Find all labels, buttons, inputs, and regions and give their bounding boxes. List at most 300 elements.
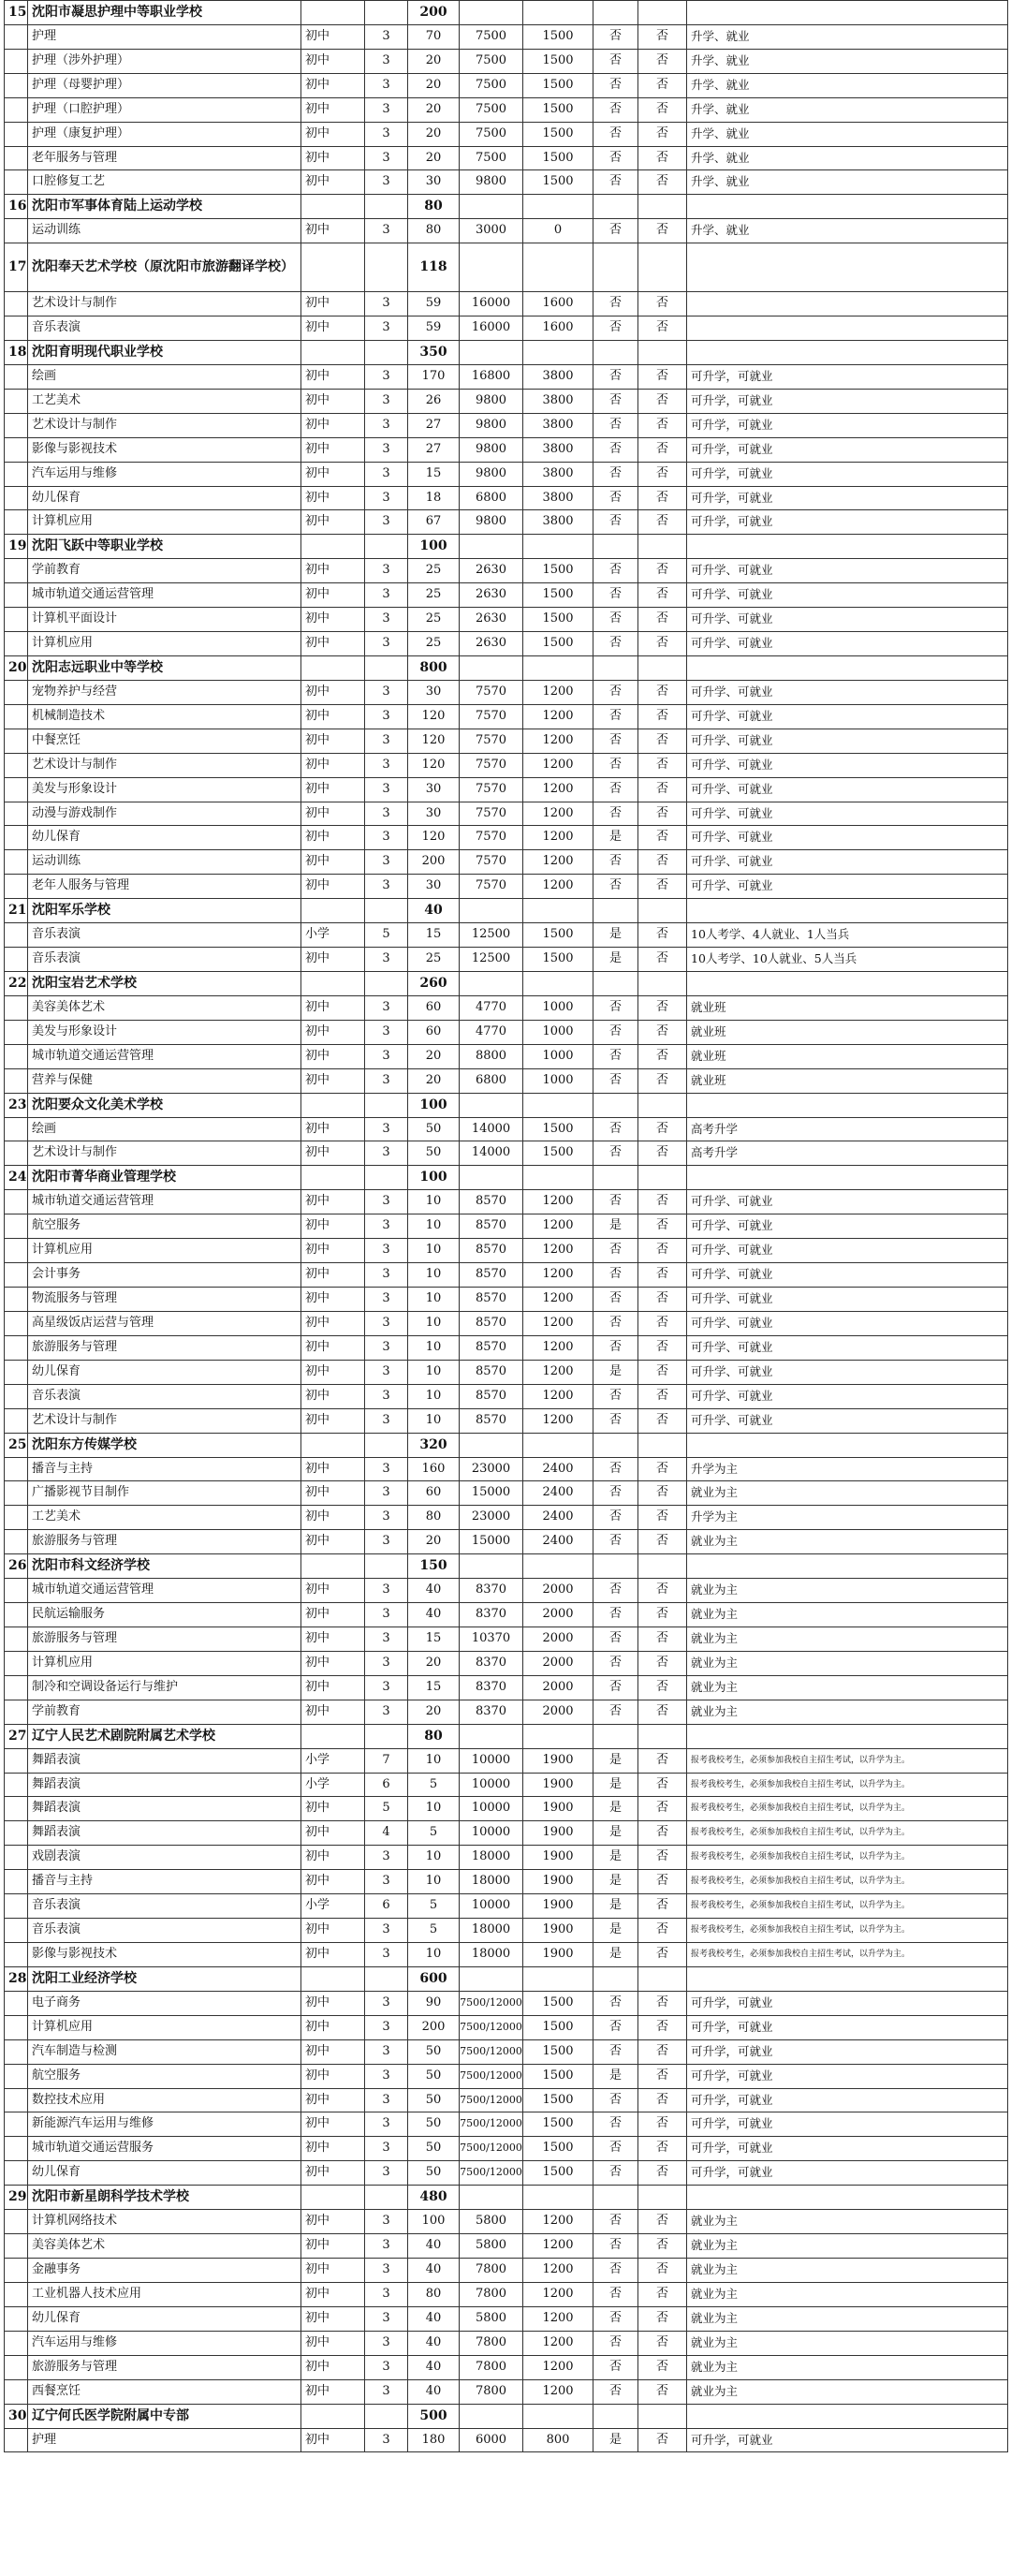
interview-flag: 是 bbox=[593, 1846, 638, 1870]
empty-cell bbox=[5, 632, 28, 656]
study-years: 3 bbox=[365, 123, 408, 147]
major-row bbox=[5, 754, 1008, 778]
major-name: 旅游服务与管理 bbox=[28, 1530, 301, 1554]
other-flag: 否 bbox=[638, 170, 687, 195]
interview-flag: 否 bbox=[593, 2089, 638, 2112]
outcome-note: 就业为主 bbox=[687, 1603, 1008, 1627]
study-years: 3 bbox=[365, 1846, 408, 1870]
empty-cell bbox=[638, 195, 687, 219]
major-row bbox=[5, 1506, 1008, 1530]
interview-flag: 否 bbox=[593, 850, 638, 875]
accommodation-fee: 1900 bbox=[523, 1846, 593, 1870]
school-total-plan: 100 bbox=[408, 1166, 460, 1190]
study-years: 3 bbox=[365, 1943, 408, 1967]
empty-cell bbox=[460, 535, 523, 559]
interview-flag: 是 bbox=[593, 1774, 638, 1797]
major-name: 幼儿保育 bbox=[28, 826, 301, 850]
outcome-note: 升学、就业 bbox=[687, 219, 1008, 243]
other-flag: 否 bbox=[638, 98, 687, 123]
entry-level: 初中 bbox=[301, 316, 365, 341]
major-name: 音乐表演 bbox=[28, 1894, 301, 1919]
school-header-row bbox=[5, 656, 1008, 681]
empty-cell bbox=[638, 1434, 687, 1458]
major-name: 城市轨道交通运营服务 bbox=[28, 2137, 301, 2161]
empty-cell bbox=[301, 1434, 365, 1458]
interview-flag: 否 bbox=[593, 1458, 638, 1481]
empty-cell bbox=[5, 948, 28, 972]
major-name: 艺术设计与制作 bbox=[28, 414, 301, 438]
school-header-row bbox=[5, 243, 1008, 292]
other-flag: 否 bbox=[638, 316, 687, 341]
outcome-note: 可升学、可就业 bbox=[687, 681, 1008, 705]
empty-cell bbox=[301, 1, 365, 25]
other-flag: 否 bbox=[638, 996, 687, 1021]
accommodation-fee: 2400 bbox=[523, 1481, 593, 1506]
empty-cell bbox=[638, 243, 687, 292]
major-name: 城市轨道交通运营管理 bbox=[28, 1579, 301, 1603]
entry-level: 初中 bbox=[301, 1190, 365, 1214]
empty-cell bbox=[5, 729, 28, 754]
tuition: 2630 bbox=[460, 608, 523, 632]
school-number: 28 bbox=[5, 1967, 28, 1992]
accommodation-fee: 1200 bbox=[523, 1409, 593, 1434]
interview-flag: 否 bbox=[593, 25, 638, 50]
interview-flag: 否 bbox=[593, 1312, 638, 1336]
other-flag: 否 bbox=[638, 1239, 687, 1263]
major-row bbox=[5, 923, 1008, 948]
empty-cell bbox=[365, 1166, 408, 1190]
empty-cell bbox=[5, 802, 28, 826]
empty-cell bbox=[5, 219, 28, 243]
accommodation-fee: 1500 bbox=[523, 50, 593, 74]
major-row bbox=[5, 1190, 1008, 1214]
plan-count: 10 bbox=[408, 1263, 460, 1288]
empty-cell bbox=[593, 535, 638, 559]
interview-flag: 否 bbox=[593, 1288, 638, 1312]
study-years: 3 bbox=[365, 754, 408, 778]
accommodation-fee: 1200 bbox=[523, 1239, 593, 1263]
accommodation-fee: 1500 bbox=[523, 948, 593, 972]
major-row bbox=[5, 1652, 1008, 1676]
empty-cell bbox=[5, 1239, 28, 1263]
interview-flag: 否 bbox=[593, 802, 638, 826]
major-row bbox=[5, 292, 1008, 316]
outcome-note: 就业班 bbox=[687, 996, 1008, 1021]
empty-cell bbox=[593, 899, 638, 923]
major-name: 护理（康复护理） bbox=[28, 123, 301, 147]
study-years: 3 bbox=[365, 875, 408, 899]
entry-level: 初中 bbox=[301, 2429, 365, 2452]
empty-cell bbox=[687, 656, 1008, 681]
accommodation-fee: 1200 bbox=[523, 1385, 593, 1409]
plan-count: 120 bbox=[408, 754, 460, 778]
empty-cell bbox=[365, 1967, 408, 1992]
study-years: 3 bbox=[365, 2356, 408, 2380]
interview-flag: 否 bbox=[593, 729, 638, 754]
plan-count: 10 bbox=[408, 1214, 460, 1239]
outcome-note: 升学、就业 bbox=[687, 147, 1008, 170]
outcome-note: 报考我校考生，必须参加我校自主招生考试，以升学为主。 bbox=[687, 1943, 1008, 1967]
major-row bbox=[5, 170, 1008, 195]
study-years: 3 bbox=[365, 2161, 408, 2186]
other-flag: 否 bbox=[638, 1652, 687, 1676]
study-years: 3 bbox=[365, 1385, 408, 1409]
empty-cell bbox=[460, 341, 523, 365]
empty-cell bbox=[365, 1725, 408, 1749]
empty-cell bbox=[687, 2186, 1008, 2210]
empty-cell bbox=[523, 1, 593, 25]
accommodation-fee: 2400 bbox=[523, 1530, 593, 1554]
accommodation-fee: 3800 bbox=[523, 390, 593, 414]
entry-level: 初中 bbox=[301, 2283, 365, 2307]
major-row bbox=[5, 1627, 1008, 1652]
study-years: 3 bbox=[365, 2234, 408, 2259]
accommodation-fee: 1200 bbox=[523, 826, 593, 850]
outcome-note: 就业为主 bbox=[687, 1627, 1008, 1652]
interview-flag: 否 bbox=[593, 50, 638, 74]
school-name: 沈阳宝岩艺术学校 bbox=[28, 972, 301, 996]
plan-count: 5 bbox=[408, 1919, 460, 1943]
tuition: 7500/12000 bbox=[460, 2040, 523, 2065]
plan-count: 60 bbox=[408, 996, 460, 1021]
interview-flag: 否 bbox=[593, 1239, 638, 1263]
empty-cell bbox=[687, 1094, 1008, 1118]
study-years: 3 bbox=[365, 705, 408, 729]
empty-cell bbox=[5, 1045, 28, 1069]
outcome-note: 报考我校考生，必须参加我校自主招生考试，以升学为主。 bbox=[687, 1919, 1008, 1943]
plan-count: 20 bbox=[408, 1530, 460, 1554]
other-flag: 否 bbox=[638, 1506, 687, 1530]
interview-flag: 否 bbox=[593, 875, 638, 899]
accommodation-fee: 2000 bbox=[523, 1676, 593, 1700]
school-number: 23 bbox=[5, 1094, 28, 1118]
accommodation-fee: 800 bbox=[523, 2429, 593, 2452]
tuition: 10000 bbox=[460, 1821, 523, 1846]
other-flag: 否 bbox=[638, 1870, 687, 1894]
tuition: 8570 bbox=[460, 1312, 523, 1336]
school-header-row bbox=[5, 1, 1008, 25]
plan-count: 50 bbox=[408, 1118, 460, 1141]
empty-cell bbox=[5, 1894, 28, 1919]
empty-cell bbox=[687, 1, 1008, 25]
other-flag: 否 bbox=[638, 2016, 687, 2040]
plan-count: 59 bbox=[408, 292, 460, 316]
major-row bbox=[5, 390, 1008, 414]
study-years: 5 bbox=[365, 923, 408, 948]
school-number: 16 bbox=[5, 195, 28, 219]
outcome-note: 可升学、可就业 bbox=[687, 705, 1008, 729]
entry-level: 初中 bbox=[301, 1214, 365, 1239]
other-flag: 否 bbox=[638, 463, 687, 487]
study-years: 3 bbox=[365, 316, 408, 341]
accommodation-fee: 2000 bbox=[523, 1627, 593, 1652]
tuition: 6000 bbox=[460, 2429, 523, 2452]
study-years: 3 bbox=[365, 1045, 408, 1069]
major-row bbox=[5, 1749, 1008, 1774]
empty-cell bbox=[460, 1725, 523, 1749]
major-name: 城市轨道交通运营管理 bbox=[28, 1045, 301, 1069]
entry-level: 初中 bbox=[301, 147, 365, 170]
study-years: 3 bbox=[365, 1409, 408, 1434]
major-name: 幼儿保育 bbox=[28, 2307, 301, 2332]
entry-level: 初中 bbox=[301, 1481, 365, 1506]
other-flag: 否 bbox=[638, 25, 687, 50]
tuition: 8570 bbox=[460, 1336, 523, 1361]
interview-flag: 否 bbox=[593, 487, 638, 510]
accommodation-fee: 1900 bbox=[523, 1821, 593, 1846]
plan-count: 25 bbox=[408, 632, 460, 656]
plan-count: 20 bbox=[408, 1700, 460, 1725]
accommodation-fee: 1200 bbox=[523, 1263, 593, 1288]
study-years: 3 bbox=[365, 219, 408, 243]
accommodation-fee: 1200 bbox=[523, 2307, 593, 2332]
empty-cell bbox=[638, 1094, 687, 1118]
empty-cell bbox=[523, 899, 593, 923]
interview-flag: 否 bbox=[593, 2016, 638, 2040]
empty-cell bbox=[593, 1094, 638, 1118]
study-years: 3 bbox=[365, 2429, 408, 2452]
plan-count: 120 bbox=[408, 729, 460, 754]
major-name: 舞蹈表演 bbox=[28, 1749, 301, 1774]
tuition: 8570 bbox=[460, 1409, 523, 1434]
interview-flag: 否 bbox=[593, 2307, 638, 2332]
tuition: 7500 bbox=[460, 50, 523, 74]
accommodation-fee: 3800 bbox=[523, 463, 593, 487]
other-flag: 否 bbox=[638, 1361, 687, 1385]
entry-level: 初中 bbox=[301, 1506, 365, 1530]
tuition: 6800 bbox=[460, 487, 523, 510]
interview-flag: 否 bbox=[593, 1263, 638, 1288]
entry-level: 初中 bbox=[301, 1141, 365, 1166]
study-years: 3 bbox=[365, 1579, 408, 1603]
plan-count: 50 bbox=[408, 1141, 460, 1166]
school-number: 26 bbox=[5, 1554, 28, 1579]
major-name: 物流服务与管理 bbox=[28, 1288, 301, 1312]
empty-cell bbox=[687, 243, 1008, 292]
empty-cell bbox=[5, 316, 28, 341]
plan-count: 20 bbox=[408, 147, 460, 170]
outcome-note: 可升学，可就业 bbox=[687, 2089, 1008, 2112]
outcome-note: 就业为主 bbox=[687, 1530, 1008, 1554]
outcome-note: 报考我校考生，必须参加我校自主招生考试，以升学为主。 bbox=[687, 1821, 1008, 1846]
outcome-note: 升学、就业 bbox=[687, 25, 1008, 50]
empty-cell bbox=[5, 583, 28, 608]
other-flag: 否 bbox=[638, 2259, 687, 2283]
interview-flag: 否 bbox=[593, 123, 638, 147]
interview-flag: 是 bbox=[593, 1943, 638, 1967]
empty-cell bbox=[5, 463, 28, 487]
study-years: 3 bbox=[365, 50, 408, 74]
interview-flag: 否 bbox=[593, 2137, 638, 2161]
major-name: 计算机网络技术 bbox=[28, 2210, 301, 2234]
entry-level: 初中 bbox=[301, 1797, 365, 1821]
study-years: 3 bbox=[365, 1239, 408, 1263]
major-row bbox=[5, 50, 1008, 74]
tuition: 12500 bbox=[460, 948, 523, 972]
accommodation-fee: 1200 bbox=[523, 2283, 593, 2307]
school-name: 沈阳市新星朗科学技术学校 bbox=[28, 2186, 301, 2210]
outcome-note: 就业为主 bbox=[687, 1652, 1008, 1676]
interview-flag: 是 bbox=[593, 948, 638, 972]
major-name: 护理 bbox=[28, 2429, 301, 2452]
major-name: 宠物养护与经营 bbox=[28, 681, 301, 705]
plan-count: 10 bbox=[408, 1749, 460, 1774]
study-years: 3 bbox=[365, 1870, 408, 1894]
other-flag: 否 bbox=[638, 632, 687, 656]
tuition: 5800 bbox=[460, 2210, 523, 2234]
school-name: 沈阳育明现代职业学校 bbox=[28, 341, 301, 365]
other-flag: 否 bbox=[638, 705, 687, 729]
plan-count: 59 bbox=[408, 316, 460, 341]
empty-cell bbox=[638, 656, 687, 681]
empty-cell bbox=[593, 1967, 638, 1992]
major-row bbox=[5, 2283, 1008, 2307]
plan-count: 100 bbox=[408, 2210, 460, 2234]
major-row bbox=[5, 1021, 1008, 1045]
major-row bbox=[5, 1045, 1008, 1069]
entry-level: 初中 bbox=[301, 1821, 365, 1846]
tuition: 8370 bbox=[460, 1579, 523, 1603]
study-years: 3 bbox=[365, 2210, 408, 2234]
plan-count: 170 bbox=[408, 365, 460, 390]
empty-cell bbox=[638, 2186, 687, 2210]
major-name: 影像与影视技术 bbox=[28, 438, 301, 463]
outcome-note: 就业为主 bbox=[687, 1700, 1008, 1725]
accommodation-fee: 1500 bbox=[523, 2112, 593, 2137]
other-flag: 否 bbox=[638, 487, 687, 510]
outcome-note: 可升学、可就业 bbox=[687, 1361, 1008, 1385]
empty-cell bbox=[5, 1288, 28, 1312]
empty-cell bbox=[365, 656, 408, 681]
major-row bbox=[5, 826, 1008, 850]
tuition: 7800 bbox=[460, 2283, 523, 2307]
accommodation-fee: 2000 bbox=[523, 1700, 593, 1725]
plan-count: 30 bbox=[408, 681, 460, 705]
empty-cell bbox=[5, 1821, 28, 1846]
study-years: 3 bbox=[365, 632, 408, 656]
outcome-note: 升学为主 bbox=[687, 1506, 1008, 1530]
tuition: 9800 bbox=[460, 438, 523, 463]
entry-level: 初中 bbox=[301, 98, 365, 123]
entry-level: 初中 bbox=[301, 875, 365, 899]
entry-level: 初中 bbox=[301, 2332, 365, 2356]
plan-count: 180 bbox=[408, 2429, 460, 2452]
empty-cell bbox=[687, 1967, 1008, 1992]
outcome-note: 高考升学 bbox=[687, 1141, 1008, 1166]
empty-cell bbox=[5, 778, 28, 802]
outcome-note: 可升学、可就业 bbox=[687, 1288, 1008, 1312]
interview-flag: 否 bbox=[593, 1603, 638, 1627]
study-years: 3 bbox=[365, 948, 408, 972]
tuition: 15000 bbox=[460, 1530, 523, 1554]
study-years: 5 bbox=[365, 1797, 408, 1821]
plan-count: 10 bbox=[408, 1190, 460, 1214]
tuition: 2630 bbox=[460, 559, 523, 583]
empty-cell bbox=[5, 1846, 28, 1870]
study-years: 3 bbox=[365, 510, 408, 535]
major-row bbox=[5, 1676, 1008, 1700]
empty-cell bbox=[523, 2405, 593, 2429]
major-name: 音乐表演 bbox=[28, 923, 301, 948]
empty-cell bbox=[593, 195, 638, 219]
school-total-plan: 200 bbox=[408, 1, 460, 25]
empty-cell bbox=[523, 1554, 593, 1579]
outcome-note: 可升学，可就业 bbox=[687, 463, 1008, 487]
outcome-note: 升学、就业 bbox=[687, 98, 1008, 123]
accommodation-fee: 1600 bbox=[523, 292, 593, 316]
entry-level: 初中 bbox=[301, 2234, 365, 2259]
major-name: 护理（口腔护理） bbox=[28, 98, 301, 123]
major-name: 西餐烹饪 bbox=[28, 2380, 301, 2405]
outcome-note: 升学、就业 bbox=[687, 123, 1008, 147]
entry-level: 初中 bbox=[301, 2356, 365, 2380]
major-row bbox=[5, 559, 1008, 583]
other-flag: 否 bbox=[638, 2089, 687, 2112]
other-flag: 否 bbox=[638, 2307, 687, 2332]
plan-count: 40 bbox=[408, 1579, 460, 1603]
entry-level: 初中 bbox=[301, 1992, 365, 2016]
empty-cell bbox=[301, 1554, 365, 1579]
accommodation-fee: 1900 bbox=[523, 1943, 593, 1967]
interview-flag: 否 bbox=[593, 1481, 638, 1506]
other-flag: 否 bbox=[638, 2112, 687, 2137]
school-number: 22 bbox=[5, 972, 28, 996]
outcome-note: 报考我校考生，必须参加我校自主招生考试，以升学为主。 bbox=[687, 1749, 1008, 1774]
tuition: 8370 bbox=[460, 1603, 523, 1627]
empty-cell bbox=[5, 170, 28, 195]
entry-level: 初中 bbox=[301, 1069, 365, 1094]
other-flag: 否 bbox=[638, 681, 687, 705]
entry-level: 初中 bbox=[301, 608, 365, 632]
empty-cell bbox=[365, 1094, 408, 1118]
empty-cell bbox=[5, 875, 28, 899]
empty-cell bbox=[5, 1992, 28, 2016]
tuition: 7800 bbox=[460, 2332, 523, 2356]
entry-level: 初中 bbox=[301, 2210, 365, 2234]
interview-flag: 否 bbox=[593, 632, 638, 656]
study-years: 3 bbox=[365, 390, 408, 414]
outcome-note: 升学、就业 bbox=[687, 170, 1008, 195]
study-years: 3 bbox=[365, 1021, 408, 1045]
school-total-plan: 80 bbox=[408, 195, 460, 219]
tuition: 8370 bbox=[460, 1700, 523, 1725]
school-header-row bbox=[5, 195, 1008, 219]
accommodation-fee: 3800 bbox=[523, 365, 593, 390]
empty-cell bbox=[301, 1094, 365, 1118]
interview-flag: 否 bbox=[593, 2112, 638, 2137]
entry-level: 初中 bbox=[301, 1579, 365, 1603]
other-flag: 否 bbox=[638, 1846, 687, 1870]
interview-flag: 是 bbox=[593, 1821, 638, 1846]
plan-count: 25 bbox=[408, 608, 460, 632]
plan-count: 10 bbox=[408, 1288, 460, 1312]
major-row bbox=[5, 1141, 1008, 1166]
empty-cell bbox=[638, 1554, 687, 1579]
tuition: 10000 bbox=[460, 1797, 523, 1821]
study-years: 3 bbox=[365, 583, 408, 608]
empty-cell bbox=[5, 1652, 28, 1676]
plan-count: 15 bbox=[408, 1676, 460, 1700]
empty-cell bbox=[687, 341, 1008, 365]
empty-cell bbox=[523, 1166, 593, 1190]
plan-count: 20 bbox=[408, 123, 460, 147]
empty-cell bbox=[460, 656, 523, 681]
major-row bbox=[5, 1118, 1008, 1141]
tuition: 8570 bbox=[460, 1263, 523, 1288]
other-flag: 否 bbox=[638, 365, 687, 390]
other-flag: 否 bbox=[638, 1627, 687, 1652]
empty-cell bbox=[5, 1943, 28, 1967]
